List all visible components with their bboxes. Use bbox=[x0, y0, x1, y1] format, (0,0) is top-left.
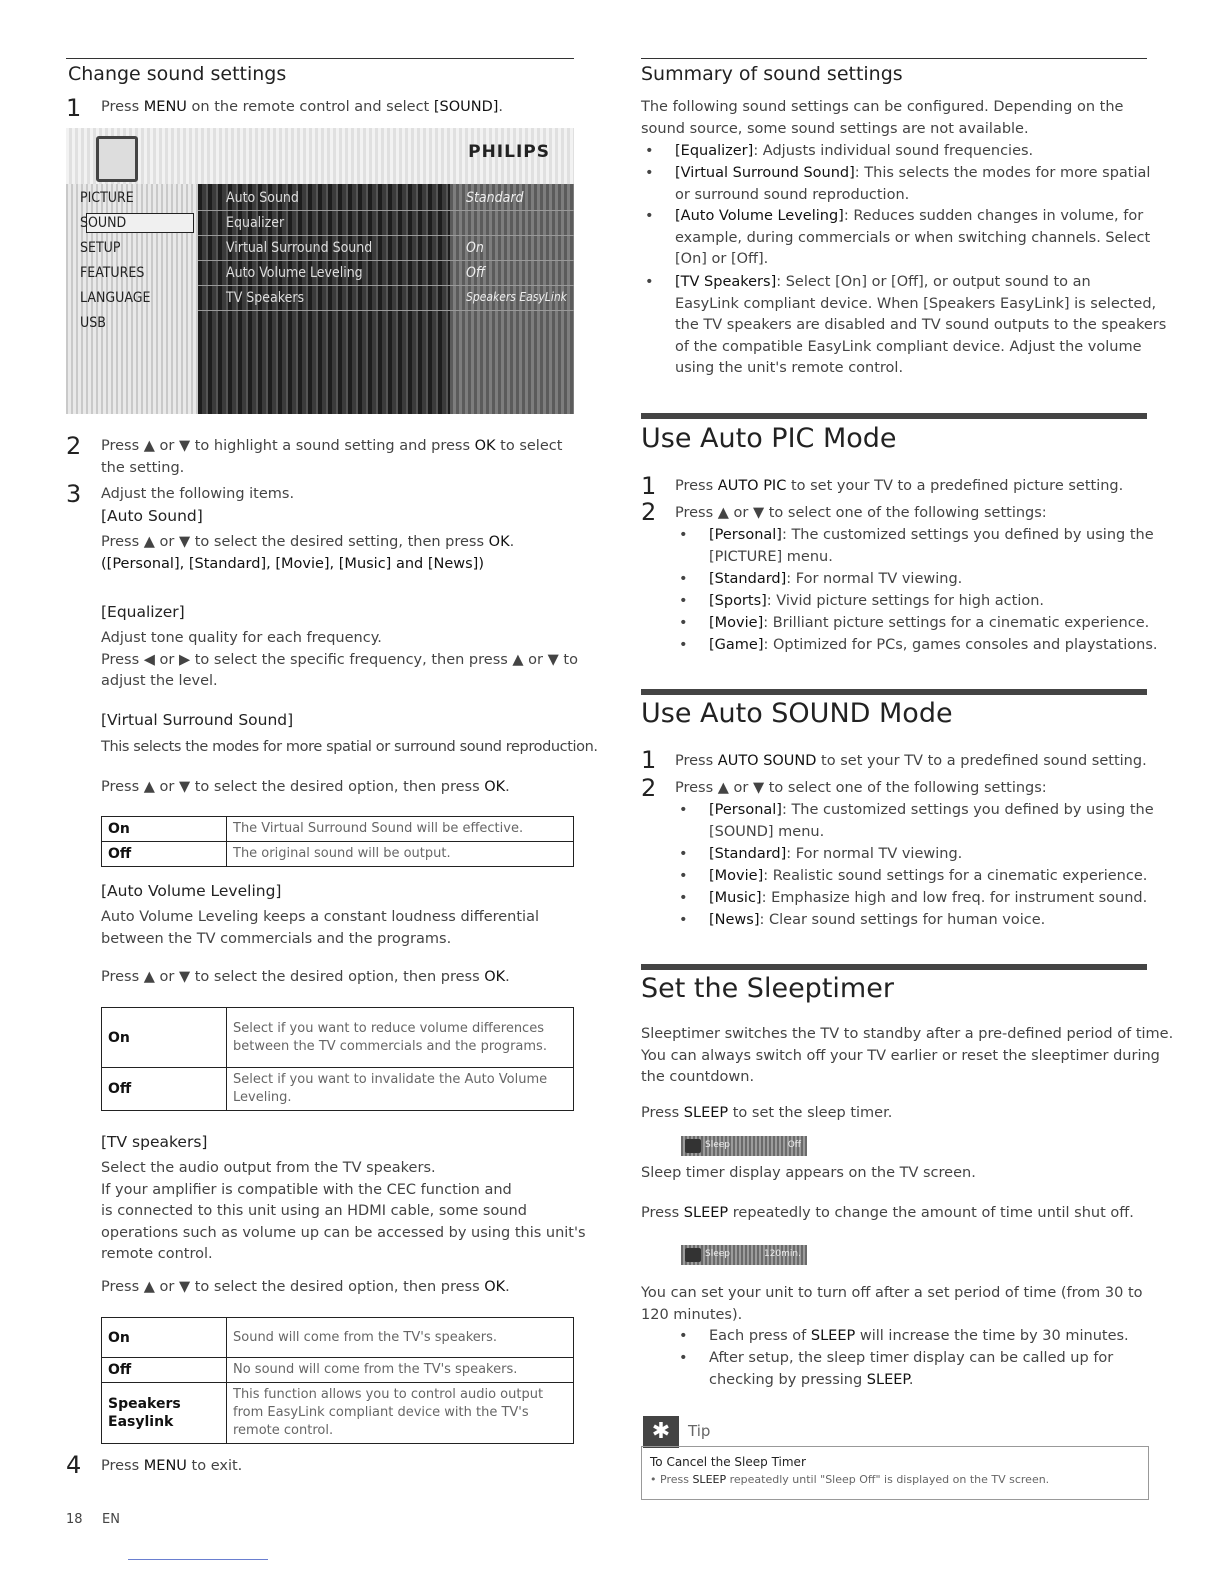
table-cell: Off bbox=[102, 1358, 227, 1383]
table-cell: The Virtual Surround Sound will be effective. bbox=[227, 817, 574, 842]
menu-category-language: LANGUAGE bbox=[80, 290, 151, 306]
menu-category-picture: PICTURE bbox=[80, 190, 134, 206]
section-rule bbox=[66, 58, 574, 59]
body-text: Auto Volume Leveling keeps a constant loudness differential between the TV commercials and the programs. bbox=[101, 909, 539, 947]
list-item: • [Standard]: For normal TV viewing. bbox=[709, 569, 962, 591]
step-number: 1 bbox=[641, 746, 657, 774]
tv-icon bbox=[96, 136, 138, 182]
body-text: Press SLEEP repeatedly to change the amount of time until shut off. bbox=[641, 1205, 1134, 1221]
table-row bbox=[102, 842, 574, 867]
table-row bbox=[102, 1383, 574, 1444]
page-number: 18 bbox=[66, 1512, 83, 1527]
clock-icon bbox=[685, 1139, 701, 1153]
sleep-value: 120min. bbox=[763, 1249, 801, 1259]
list-item: • [Movie]: Realistic sound settings for a cinematic experience. bbox=[709, 866, 1147, 888]
brand-logo: PHILIPS bbox=[468, 142, 550, 162]
step-text: Press ▲ or ▼ to select one of the following settings: bbox=[675, 505, 1047, 521]
subheading-equalizer: [Equalizer] bbox=[101, 603, 185, 621]
table-cell: Speakers Easylink bbox=[102, 1383, 227, 1444]
list-item: • [Equalizer]: Adjusts individual sound frequencies. bbox=[675, 141, 1033, 163]
step-number: 2 bbox=[66, 432, 82, 460]
body-text: Press ▲ or ▼ to select the desired option, then press OK. bbox=[101, 779, 510, 795]
footer-rule bbox=[128, 1559, 268, 1560]
table-cell: No sound will come from the TV's speakers. bbox=[227, 1358, 574, 1383]
list-item: • [Personal]: The customized settings you defined by using the [SOUND] menu. bbox=[709, 800, 1154, 843]
table-cell: Off bbox=[102, 842, 227, 867]
section-title: Set the Sleeptimer bbox=[641, 973, 894, 1004]
list-item: • [News]: Clear sound settings for human voice. bbox=[709, 910, 1045, 932]
subheading-auto-volume: [Auto Volume Leveling] bbox=[101, 882, 282, 900]
table-cell: On bbox=[102, 1318, 227, 1358]
sleep-timer-display bbox=[681, 1245, 807, 1265]
menu-value-auto-volume: Off bbox=[466, 265, 486, 281]
menu-divider bbox=[198, 310, 574, 311]
list-item: • [Sports]: Vivid picture settings for high action. bbox=[709, 591, 1044, 613]
list-item: • [Movie]: Brilliant picture settings for a cinematic experience. bbox=[709, 613, 1149, 635]
menu-item-tv-speakers: TV Speakers bbox=[226, 290, 305, 306]
step-number: 1 bbox=[641, 472, 657, 500]
section-title: Use Auto PIC Mode bbox=[641, 423, 897, 454]
subheading-virtual-surround: [Virtual Surround Sound] bbox=[101, 711, 294, 729]
list-item: • [Personal]: The customized settings you defined by using the [PICTURE] menu. bbox=[709, 525, 1154, 568]
table-cell: Sound will come from the TV's speakers. bbox=[227, 1318, 574, 1358]
step-number: 3 bbox=[66, 480, 82, 508]
options-table bbox=[101, 1007, 574, 1111]
body-text: Press ▲ or ▼ to select the desired option, then press OK. bbox=[101, 1279, 510, 1295]
body-text: Press ▲ or ▼ to select the desired setting, then press OK. ([Personal], [Standard], [Movie], [Music] and [News]) bbox=[101, 534, 515, 572]
step-text: Press AUTO PIC to set your TV to a predefined picture setting. bbox=[675, 478, 1124, 494]
subheading-auto-sound: [Auto Sound] bbox=[101, 507, 203, 525]
body-text: The following sound settings can be configured. Depending on the sound source, some sound settings are not available. bbox=[641, 99, 1124, 137]
section-heading: Summary of sound settings bbox=[641, 63, 903, 85]
language-code: EN bbox=[102, 1512, 120, 1527]
table-row bbox=[102, 1008, 574, 1068]
menu-value-tv-speakers: Speakers EasyLink bbox=[466, 290, 567, 304]
menu-divider bbox=[198, 235, 574, 236]
section-rule bbox=[641, 58, 1147, 59]
menu-divider bbox=[198, 260, 574, 261]
menu-item-virtual-surround: Virtual Surround Sound bbox=[226, 240, 373, 256]
list-item: • [TV Speakers]: Select [On] or [Off], or output sound to an EasyLink compliant device. When [Speakers EasyLink] is selected, the TV speakers are disabled and TV sound outputs to the speakers of the compatible EasyLink compliant device. Adjust the volume using the unit's remote control. bbox=[675, 272, 1166, 380]
body-text: This selects the modes for more spatial or surround sound reproduction. bbox=[101, 739, 598, 755]
menu-item-equalizer: Equalizer bbox=[226, 215, 285, 231]
sleep-timer-display bbox=[681, 1136, 807, 1156]
step-text: Press MENU on the remote control and select [SOUND]. bbox=[101, 99, 504, 115]
step-text: Adjust the following items. bbox=[101, 486, 295, 502]
section-title: Use Auto SOUND Mode bbox=[641, 698, 953, 729]
table-row bbox=[102, 817, 574, 842]
step-text: Press AUTO SOUND to set your TV to a predefined sound setting. bbox=[675, 753, 1147, 769]
options-table bbox=[101, 816, 574, 867]
list-item: • [Virtual Surround Sound]: This selects the modes for more spatial or surround sound reproduction. bbox=[675, 163, 1150, 206]
menu-category-usb: USB bbox=[80, 315, 106, 331]
tip-label: Tip bbox=[688, 1422, 711, 1440]
table-cell: Select if you want to reduce volume differences between the TV commercials and the programs. bbox=[227, 1008, 574, 1068]
tip-icon: ✱ bbox=[643, 1416, 679, 1448]
table-cell: Off bbox=[102, 1068, 227, 1111]
clock-icon bbox=[685, 1248, 701, 1262]
subheading-tv-speakers: [TV speakers] bbox=[101, 1133, 208, 1151]
menu-item-auto-volume: Auto Volume Leveling bbox=[226, 265, 363, 281]
step-number: 2 bbox=[641, 498, 657, 526]
table-cell: Select if you want to invalidate the Auto Volume Leveling. bbox=[227, 1068, 574, 1111]
body-text: Select the audio output from the TV speakers. If your amplifier is compatible with the CEC function and is connected to this unit using an HDMI cable, some sound operations such as volume up can be accessed by using this unit's remote control. bbox=[101, 1160, 586, 1262]
step-number: 2 bbox=[641, 774, 657, 802]
menu-category-sound: SOUND bbox=[80, 215, 127, 231]
list-item: • Each press of SLEEP will increase the time by 30 minutes. bbox=[709, 1326, 1129, 1348]
step-text: Press ▲ or ▼ to highlight a sound setting and press OK to select the setting. bbox=[101, 438, 563, 476]
tv-menu-screenshot bbox=[66, 128, 574, 414]
menu-item-auto-sound: Auto Sound bbox=[226, 190, 299, 206]
section-rule bbox=[641, 413, 1147, 419]
sleep-label: Sleep bbox=[705, 1140, 731, 1150]
table-cell: On bbox=[102, 1008, 227, 1068]
list-item: • [Standard]: For normal TV viewing. bbox=[709, 844, 962, 866]
menu-divider bbox=[198, 210, 574, 211]
list-item: • [Game]: Optimized for PCs, games consoles and playstations. bbox=[709, 635, 1158, 657]
step-number: 1 bbox=[66, 94, 82, 122]
menu-value-auto-sound: Standard bbox=[466, 190, 524, 206]
body-text: You can set your unit to turn off after a set period of time (from 30 to 120 minutes). bbox=[641, 1285, 1143, 1323]
options-table bbox=[101, 1317, 574, 1444]
table-cell: This function allows you to control audio output from EasyLink compliant device with the TV's remote control. bbox=[227, 1383, 574, 1444]
step-text: Press MENU to exit. bbox=[101, 1458, 243, 1474]
tip-text: • Press SLEEP repeatedly until "Sleep Off" is displayed on the TV screen. bbox=[650, 1473, 1050, 1486]
table-row bbox=[102, 1068, 574, 1111]
body-text: Press SLEEP to set the sleep timer. bbox=[641, 1105, 893, 1121]
sleep-value: Off bbox=[787, 1140, 801, 1150]
table-cell: On bbox=[102, 817, 227, 842]
list-item: • After setup, the sleep timer display can be called up for checking by pressing SLEEP. bbox=[709, 1348, 1113, 1391]
table-cell: The original sound will be output. bbox=[227, 842, 574, 867]
section-rule bbox=[641, 689, 1147, 695]
step-text: Press ▲ or ▼ to select one of the following settings: bbox=[675, 780, 1047, 796]
body-text: Adjust tone quality for each frequency. Press ◀ or ▶ to select the specific frequency, then press ▲ or ▼ to adjust the level. bbox=[101, 630, 578, 689]
menu-category-features: FEATURES bbox=[80, 265, 145, 281]
table-row bbox=[102, 1318, 574, 1358]
body-text: Sleep timer display appears on the TV screen. bbox=[641, 1165, 976, 1181]
step-number: 4 bbox=[66, 1451, 82, 1479]
section-heading: Change sound settings bbox=[68, 63, 287, 85]
body-text: Press ▲ or ▼ to select the desired option, then press OK. bbox=[101, 969, 510, 985]
section-rule bbox=[641, 964, 1147, 970]
table-row bbox=[102, 1358, 574, 1383]
menu-category-setup: SETUP bbox=[80, 240, 121, 256]
body-text: Sleeptimer switches the TV to standby after a pre-defined period of time. You can always switch off your TV earlier or reset the sleeptimer during the countdown. bbox=[641, 1026, 1174, 1085]
menu-divider bbox=[198, 285, 574, 286]
menu-value-virtual-surround: On bbox=[466, 240, 484, 256]
list-item: • [Music]: Emphasize high and low freq. for instrument sound. bbox=[709, 888, 1147, 910]
list-item: • [Auto Volume Leveling]: Reduces sudden changes in volume, for example, during commercials or when switching channels. Select [On] or [Off]. bbox=[675, 206, 1150, 271]
tip-title: To Cancel the Sleep Timer bbox=[650, 1455, 806, 1469]
sleep-label: Sleep bbox=[705, 1249, 731, 1259]
